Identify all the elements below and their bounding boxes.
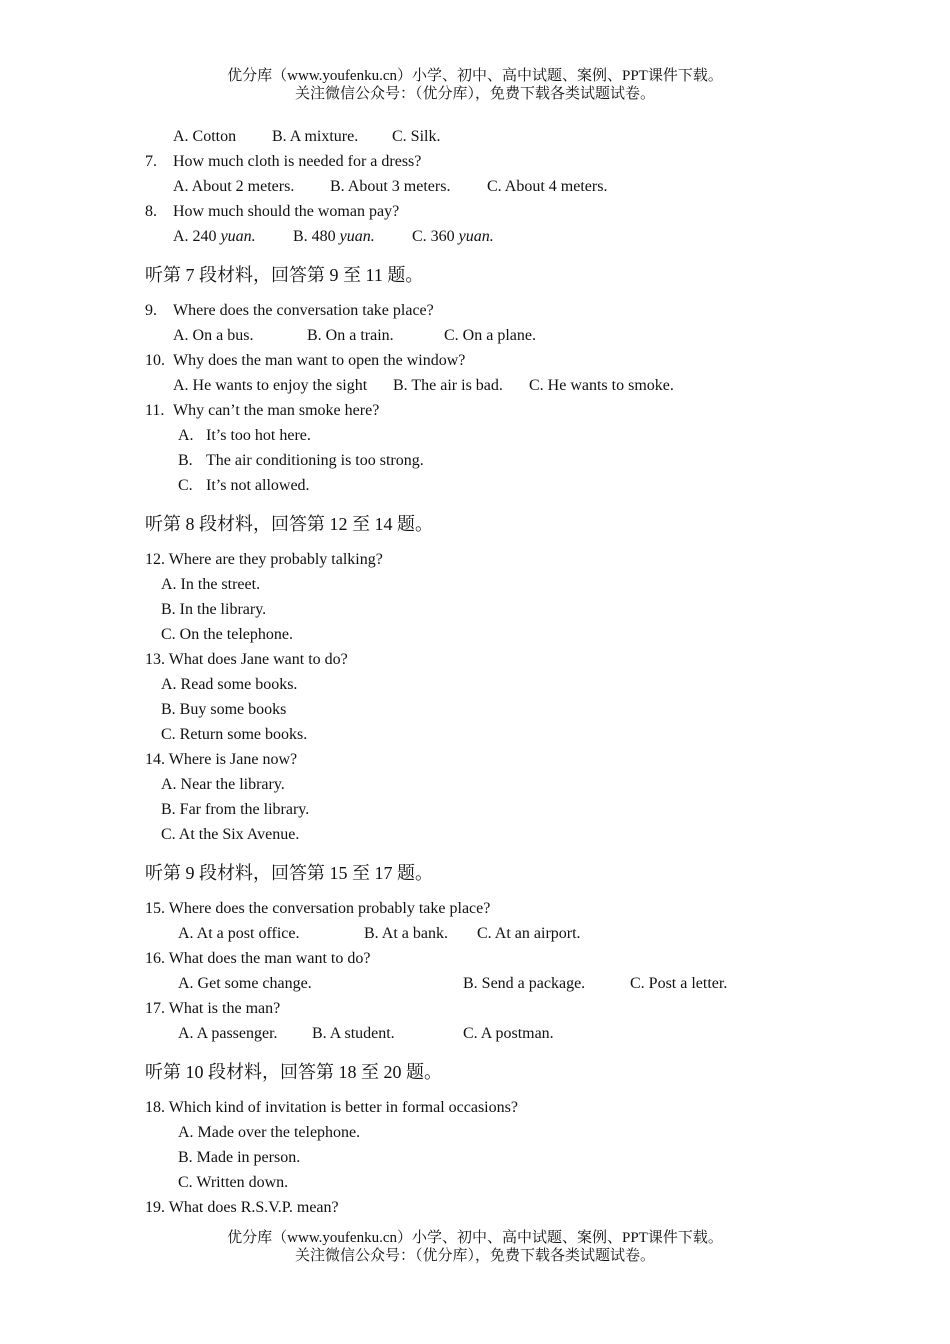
- q9-option-c: C. On a plane.: [444, 327, 536, 344]
- q7-question: How much cloth is needed for a dress?: [173, 153, 422, 170]
- q8-option-c: [412, 227, 494, 247]
- q10-option-b: B. The air is bad.: [393, 377, 503, 394]
- section-8-heading: 听第 8 段材料，回答第 12 至 14 题。: [145, 514, 433, 534]
- q11-number: 11.: [145, 402, 165, 419]
- q6-option-c: C. Silk.: [392, 128, 441, 145]
- q12-option-a: A. In the street.: [161, 576, 261, 593]
- q11-question: Why can’t the man smoke here?: [173, 402, 380, 419]
- q12-option-b: B. In the library.: [161, 601, 267, 618]
- q17-option-b: B. A student.: [312, 1025, 395, 1042]
- q7-option-a: A. About 2 meters.: [173, 178, 295, 195]
- q18-option-b: B. Made in person.: [178, 1149, 301, 1166]
- q17-question: 17. What is the man?: [145, 1000, 281, 1017]
- q8-option-a: [173, 227, 256, 247]
- q16-question: 16. What does the man want to do?: [145, 950, 371, 967]
- q15-option-a: A. At a post office.: [178, 925, 300, 942]
- q7-option-c: C. About 4 meters.: [487, 178, 608, 195]
- q9-option-a: A. On a bus.: [173, 327, 254, 344]
- q18-question: 18. Which kind of invitation is better in formal occasions?: [145, 1099, 518, 1116]
- section-10-heading: 听第 10 段材料，回答第 18 至 20 题。: [145, 1062, 442, 1082]
- header-line-2: 关注微信公众号：（优分库），免费下载各类试题试卷。: [294, 86, 655, 102]
- q9-question: Where does the conversation take place?: [173, 302, 434, 319]
- q18-option-c: C. Written down.: [178, 1174, 289, 1191]
- q11-option-c: It’s not allowed.: [206, 477, 310, 494]
- q8-option-a-unit: yuan.: [220, 228, 256, 245]
- q11-option-b: The air conditioning is too strong.: [206, 452, 424, 469]
- q6-option-b: B. A mixture.: [272, 128, 359, 145]
- q8-question: How much should the woman pay?: [173, 203, 400, 220]
- q17-option-a: A. A passenger.: [178, 1025, 278, 1042]
- q12-option-c: C. On the telephone.: [161, 626, 293, 643]
- q15-question: 15. Where does the conversation probably take place?: [145, 900, 491, 917]
- q8-option-b: [293, 227, 375, 247]
- q7-number: 7.: [145, 153, 157, 170]
- q14-question: 14. Where is Jane now?: [145, 751, 298, 768]
- q10-option-a: A. He wants to enjoy the sight: [173, 377, 368, 394]
- q8-option-b-amount: B. 480: [293, 228, 340, 245]
- q8-option-c-unit: yuan.: [458, 228, 494, 245]
- q17-option-c: C. A postman.: [463, 1025, 554, 1042]
- q10-question: Why does the man want to open the window?: [173, 352, 466, 369]
- section-7-heading: 听第 7 段材料，回答第 9 至 11 题。: [145, 265, 424, 285]
- q7-option-b: B. About 3 meters.: [330, 178, 451, 195]
- q14-option-b: B. Far from the library.: [161, 801, 310, 818]
- header-line-1: 优分库（www.youfenku.cn）小学、初中、高中试题、案例、PPT课件下载。: [227, 68, 723, 84]
- q6-option-a: A. Cotton: [173, 128, 237, 145]
- q9-number: 9.: [145, 302, 157, 319]
- q13-option-c: C. Return some books.: [161, 726, 308, 743]
- page-footer: [0, 1229, 950, 1265]
- q18-option-a: A. Made over the telephone.: [178, 1124, 361, 1141]
- q10-number: 10.: [145, 352, 165, 369]
- q8-option-b-unit: yuan.: [339, 228, 375, 245]
- q13-option-b: B. Buy some books: [161, 701, 287, 718]
- footer-line-2: 关注微信公众号：（优分库），免费下载各类试题试卷。: [294, 1248, 655, 1264]
- q14-option-a: A. Near the library.: [161, 776, 285, 793]
- q10-option-c: C. He wants to smoke.: [529, 377, 674, 394]
- q13-option-a: A. Read some books.: [161, 676, 298, 693]
- footer-line-1: 优分库（www.youfenku.cn）小学、初中、高中试题、案例、PPT课件下载。: [227, 1230, 723, 1246]
- q13-question: 13. What does Jane want to do?: [145, 651, 348, 668]
- q16-option-a: A. Get some change.: [178, 975, 312, 992]
- q8-option-a-amount: A. 240: [173, 228, 221, 245]
- q8-number: 8.: [145, 203, 157, 220]
- q11-option-c-label: C.: [178, 477, 193, 494]
- q16-option-b: B. Send a package.: [463, 975, 586, 992]
- q9-option-b: B. On a train.: [307, 327, 394, 344]
- q15-option-c: C. At an airport.: [477, 925, 581, 942]
- q11-option-a-label: A.: [178, 427, 194, 444]
- page-header: [0, 67, 950, 103]
- q12-question: 12. Where are they probably talking?: [145, 551, 383, 568]
- section-9-heading: 听第 9 段材料，回答第 15 至 17 题。: [145, 863, 433, 883]
- q15-option-b: B. At a bank.: [364, 925, 448, 942]
- q14-option-c: C. At the Six Avenue.: [161, 826, 300, 843]
- q16-option-c: C. Post a letter.: [630, 975, 728, 992]
- q11-option-b-label: B.: [178, 452, 193, 469]
- q19-question: 19. What does R.S.V.P. mean?: [145, 1199, 339, 1216]
- q11-option-a: It’s too hot here.: [206, 427, 311, 444]
- q8-option-c-amount: C. 360: [412, 228, 459, 245]
